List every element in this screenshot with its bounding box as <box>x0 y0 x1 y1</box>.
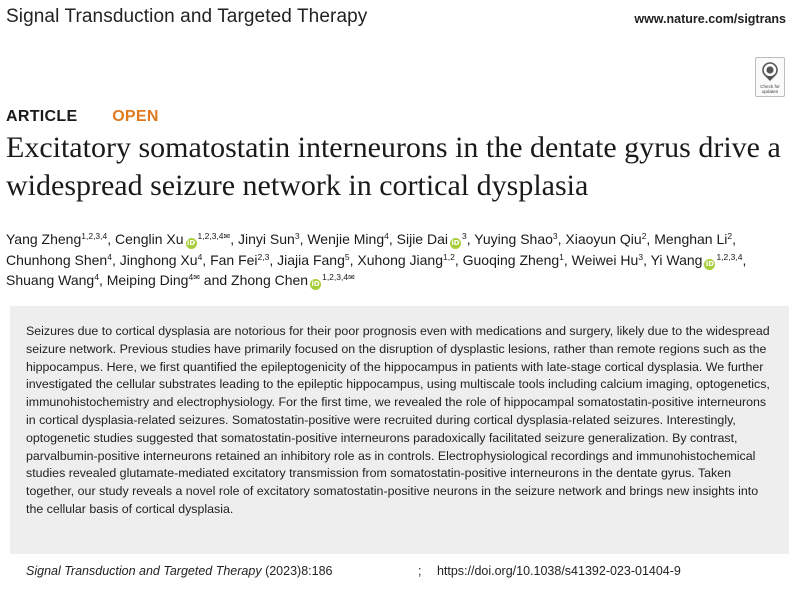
author[interactable] <box>397 231 467 247</box>
author-name: Wenjie Ming <box>307 231 385 247</box>
author[interactable] <box>6 231 107 247</box>
author-affiliation: 1,2 <box>443 251 455 262</box>
author-affiliation: 2,3 <box>257 251 270 262</box>
author[interactable] <box>238 231 300 247</box>
author-name: Xuhong Jiang <box>357 251 444 268</box>
author-affiliation: 4 <box>384 231 389 241</box>
author-name: Chunhong Shen <box>6 251 108 268</box>
author[interactable] <box>6 272 99 288</box>
author[interactable] <box>6 252 112 268</box>
author-affiliation: 3 <box>638 251 644 262</box>
author-name: Zhong Chen <box>231 272 309 288</box>
abstract-box <box>10 306 789 554</box>
open-access-label: OPEN <box>112 108 159 125</box>
orcid-icon[interactable]: iD <box>451 239 460 247</box>
orcid-icon[interactable]: iD <box>186 239 196 247</box>
author-name: Weiwei Hu <box>571 251 639 268</box>
author-affiliation: 4 <box>94 272 99 282</box>
author-name: Fan Fei <box>210 251 258 268</box>
author-name: Guoqing Zheng <box>462 251 560 268</box>
abstract-text: Seizures due to cortical dysplasia are notorious for their poor prognosis even with medications and surgery, likely due to the widespread seizure network. Previous studies have primarily focused on the disruption of dysplastic lesions, rather than remote regions such as the hippocampus. Here, we first quantified the epileptogenicity of the hippocampus in patients with late-stage cortical dysplasia. We further investigated the cellular substrates leading to the epileptic hippocampus, using multiscale tools including calcium imaging, optogenetics, immunohistochemistry and electrophysiology. For the first time, we revealed the role of hippocampal somatostatin-positive interneurons in cortical dysplasia-related seizures. Somatostatin-positive were recruited during cortical dysplasia-related seizures. Interestingly, optogenetic studies suggested that somatostatin-positive interneurons paradoxically facilitated seizure generalization. By contrast, parvalbumin-positive interneurons retained an inhibitory role as in controls. Electrophysiological recordings and immunohistochemical studies revealed glutamate-mediated excitatory transmission from somatostatin-positive interneurons in the dentate gyrus. Taken together, our study reveals a novel role of excitatory somatostatin-positive neurons in the seizure network and brings new insights into the cellular basis of cortical dysplasia. <box>26 324 770 516</box>
author[interactable]: Cenglin Xu iD$^{1,2,3,4}$✉ <box>115 231 231 247</box>
author[interactable] <box>463 252 564 268</box>
check-for-updates-label: Check for updates <box>760 84 780 94</box>
author-name: Menghan Li <box>654 231 728 247</box>
author-affiliation: 4 <box>107 251 112 262</box>
author-list: Yang Zheng$^{1,2,3,4}$, Cenglin Xu iD$^{1,2,3,4}$✉, Jinyi Sun$^3$, Wenjie Ming$^4$, Sijie Dai $iD^3$, Yuying Shao$^3$, Xiaoyun Qiu$^2$, Menghan Li$^2$, Chunhong Shen$^4$, Jinghong Xu$^4$, Fan Fei$^{2,3}$, Jiajia Fang$^5$, Xuhong Jiang$^{1,2}$, Guoqing Zheng$^1$, Weiwei Hu$^3$, Yi Wang iD$^{1,2,3,4}$, Shuang Wang$^4$, Meiping Ding$^4$✉ and Zhong Chen iD$^{1,2,3,4}$✉ <box>6 231 747 288</box>
author-affiliation: 5 <box>344 251 350 262</box>
author-name: Cenglin Xu <box>115 231 184 247</box>
journal-name: Signal Transduction and Targeted Therapy <box>6 6 368 27</box>
author-affiliation: 1,2,3,4 <box>197 231 224 241</box>
author[interactable] <box>357 252 454 268</box>
author[interactable] <box>565 231 646 247</box>
author-affiliation: 2 <box>727 231 733 241</box>
author-affiliation: 3 <box>462 231 467 241</box>
author-name: Yang Zheng <box>6 231 82 247</box>
citation-journal: Signal Transduction and Targeted Therapy <box>26 564 262 578</box>
citation-doi[interactable]: https://doi.org/10.1038/s41392-023-01404-9 <box>436 564 681 578</box>
author-affiliation: 1,2,3,4 <box>322 272 349 282</box>
author-affiliation: 2 <box>641 231 647 241</box>
author-name: Xiaoyun Qiu <box>565 231 642 247</box>
author-name: Jinyi Sun <box>238 231 295 247</box>
author-name: Meiping Ding <box>106 272 189 288</box>
author-name: Jinghong Xu <box>119 251 198 268</box>
author-affiliation: 1 <box>559 251 564 262</box>
author-name: Jiajia Fang <box>277 251 345 268</box>
author-affiliation: 3 <box>294 231 300 241</box>
check-for-updates-badge[interactable] <box>755 57 785 97</box>
author[interactable] <box>651 252 743 268</box>
citation-line <box>26 564 681 578</box>
author-affiliation: 4 <box>197 251 203 262</box>
author-name: Sijie Dai <box>396 231 448 247</box>
author-name: Shuang Wang <box>6 272 95 288</box>
author[interactable] <box>210 252 269 268</box>
author[interactable] <box>120 252 203 268</box>
author-name: Yuying Shao <box>474 231 553 247</box>
author-affiliation: 1,2,3,4 <box>81 231 108 241</box>
article-type-line <box>6 108 159 126</box>
citation-separator: ; <box>417 564 422 578</box>
article-type: ARTICLE <box>6 108 78 125</box>
citation-volume: (2023)8:186 <box>265 564 333 578</box>
orcid-icon[interactable]: iD <box>705 259 715 268</box>
author[interactable] <box>572 252 643 268</box>
author-name: Yi Wang <box>650 251 703 268</box>
check-for-updates-icon <box>762 62 778 82</box>
author[interactable] <box>307 231 389 247</box>
author[interactable] <box>277 252 349 268</box>
orcid-icon[interactable]: iD <box>311 280 320 288</box>
journal-url[interactable]: www.nature.com/sigtrans <box>634 12 786 26</box>
author[interactable] <box>474 231 557 247</box>
author[interactable]: Zhong Chen iD$^{1,2,3,4}$✉ <box>231 272 355 288</box>
author-affiliation: 4 <box>188 272 194 282</box>
author[interactable]: Meiping Ding$^4$✉ <box>106 272 200 288</box>
author-affiliation: 1,2,3,4 <box>716 251 743 262</box>
author-joiner: and <box>203 272 228 288</box>
author[interactable] <box>654 231 732 247</box>
article-title: Excitatory somatostatin interneurons in the dentate gyrus drive a widespread seizure network in cortical dysplasia <box>6 131 781 202</box>
author-affiliation: 3 <box>552 231 558 241</box>
